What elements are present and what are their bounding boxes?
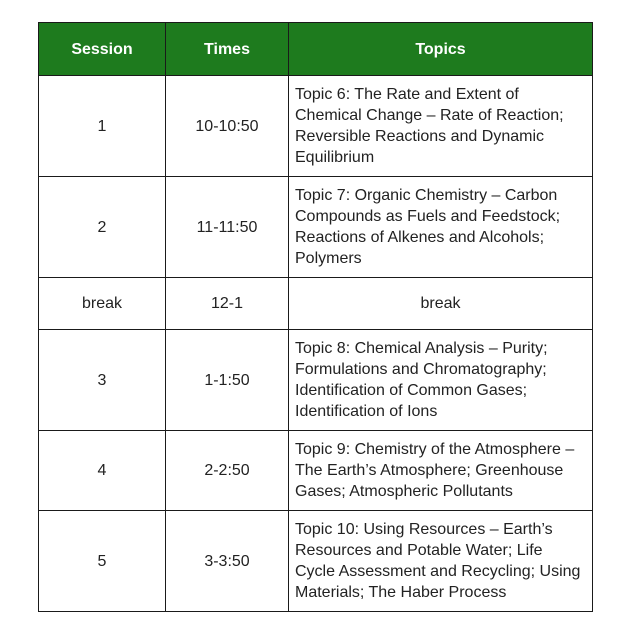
header-row bbox=[39, 23, 593, 76]
times-cell: 2-2:50 bbox=[166, 431, 289, 511]
times-cell: 10-10:50 bbox=[166, 76, 289, 177]
topics-cell: Topic 9: Chemistry of the Atmosphere – The Earth’s Atmosphere; Greenhouse Gases; Atmospheric Pollutants bbox=[289, 431, 593, 511]
times-cell: 1-1:50 bbox=[166, 330, 289, 431]
table-row bbox=[39, 177, 593, 278]
topics-cell: Topic 10: Using Resources – Earth’s Resources and Potable Water; Life Cycle Assessment and Recycling; Using Materials; The Haber Process bbox=[289, 511, 593, 612]
table-row bbox=[39, 330, 593, 431]
header-topics: Topics bbox=[289, 23, 593, 76]
topics-cell: Topic 7: Organic Chemistry – Carbon Compounds as Fuels and Feedstock; Reactions of Alkenes and Alcohols; Polymers bbox=[289, 177, 593, 278]
session-cell: 5 bbox=[39, 511, 166, 612]
table-row bbox=[39, 511, 593, 612]
header-session: Session bbox=[39, 23, 166, 76]
session-cell: 2 bbox=[39, 177, 166, 278]
schedule-table bbox=[38, 22, 593, 612]
topics-cell: Topic 6: The Rate and Extent of Chemical Change – Rate of Reaction; Reversible Reactions and Dynamic Equilibrium bbox=[289, 76, 593, 177]
table-row bbox=[39, 76, 593, 177]
header-times: Times bbox=[166, 23, 289, 76]
session-cell: 1 bbox=[39, 76, 166, 177]
session-cell: 4 bbox=[39, 431, 166, 511]
times-cell: 11-11:50 bbox=[166, 177, 289, 278]
session-cell: 3 bbox=[39, 330, 166, 431]
topics-cell: Topic 8: Chemical Analysis – Purity; Formulations and Chromatography; Identification of Common Gases; Identification of Ions bbox=[289, 330, 593, 431]
topics-cell: break bbox=[289, 278, 593, 330]
table-row bbox=[39, 431, 593, 511]
table-row bbox=[39, 278, 593, 330]
session-cell: break bbox=[39, 278, 166, 330]
times-cell: 12-1 bbox=[166, 278, 289, 330]
times-cell: 3-3:50 bbox=[166, 511, 289, 612]
